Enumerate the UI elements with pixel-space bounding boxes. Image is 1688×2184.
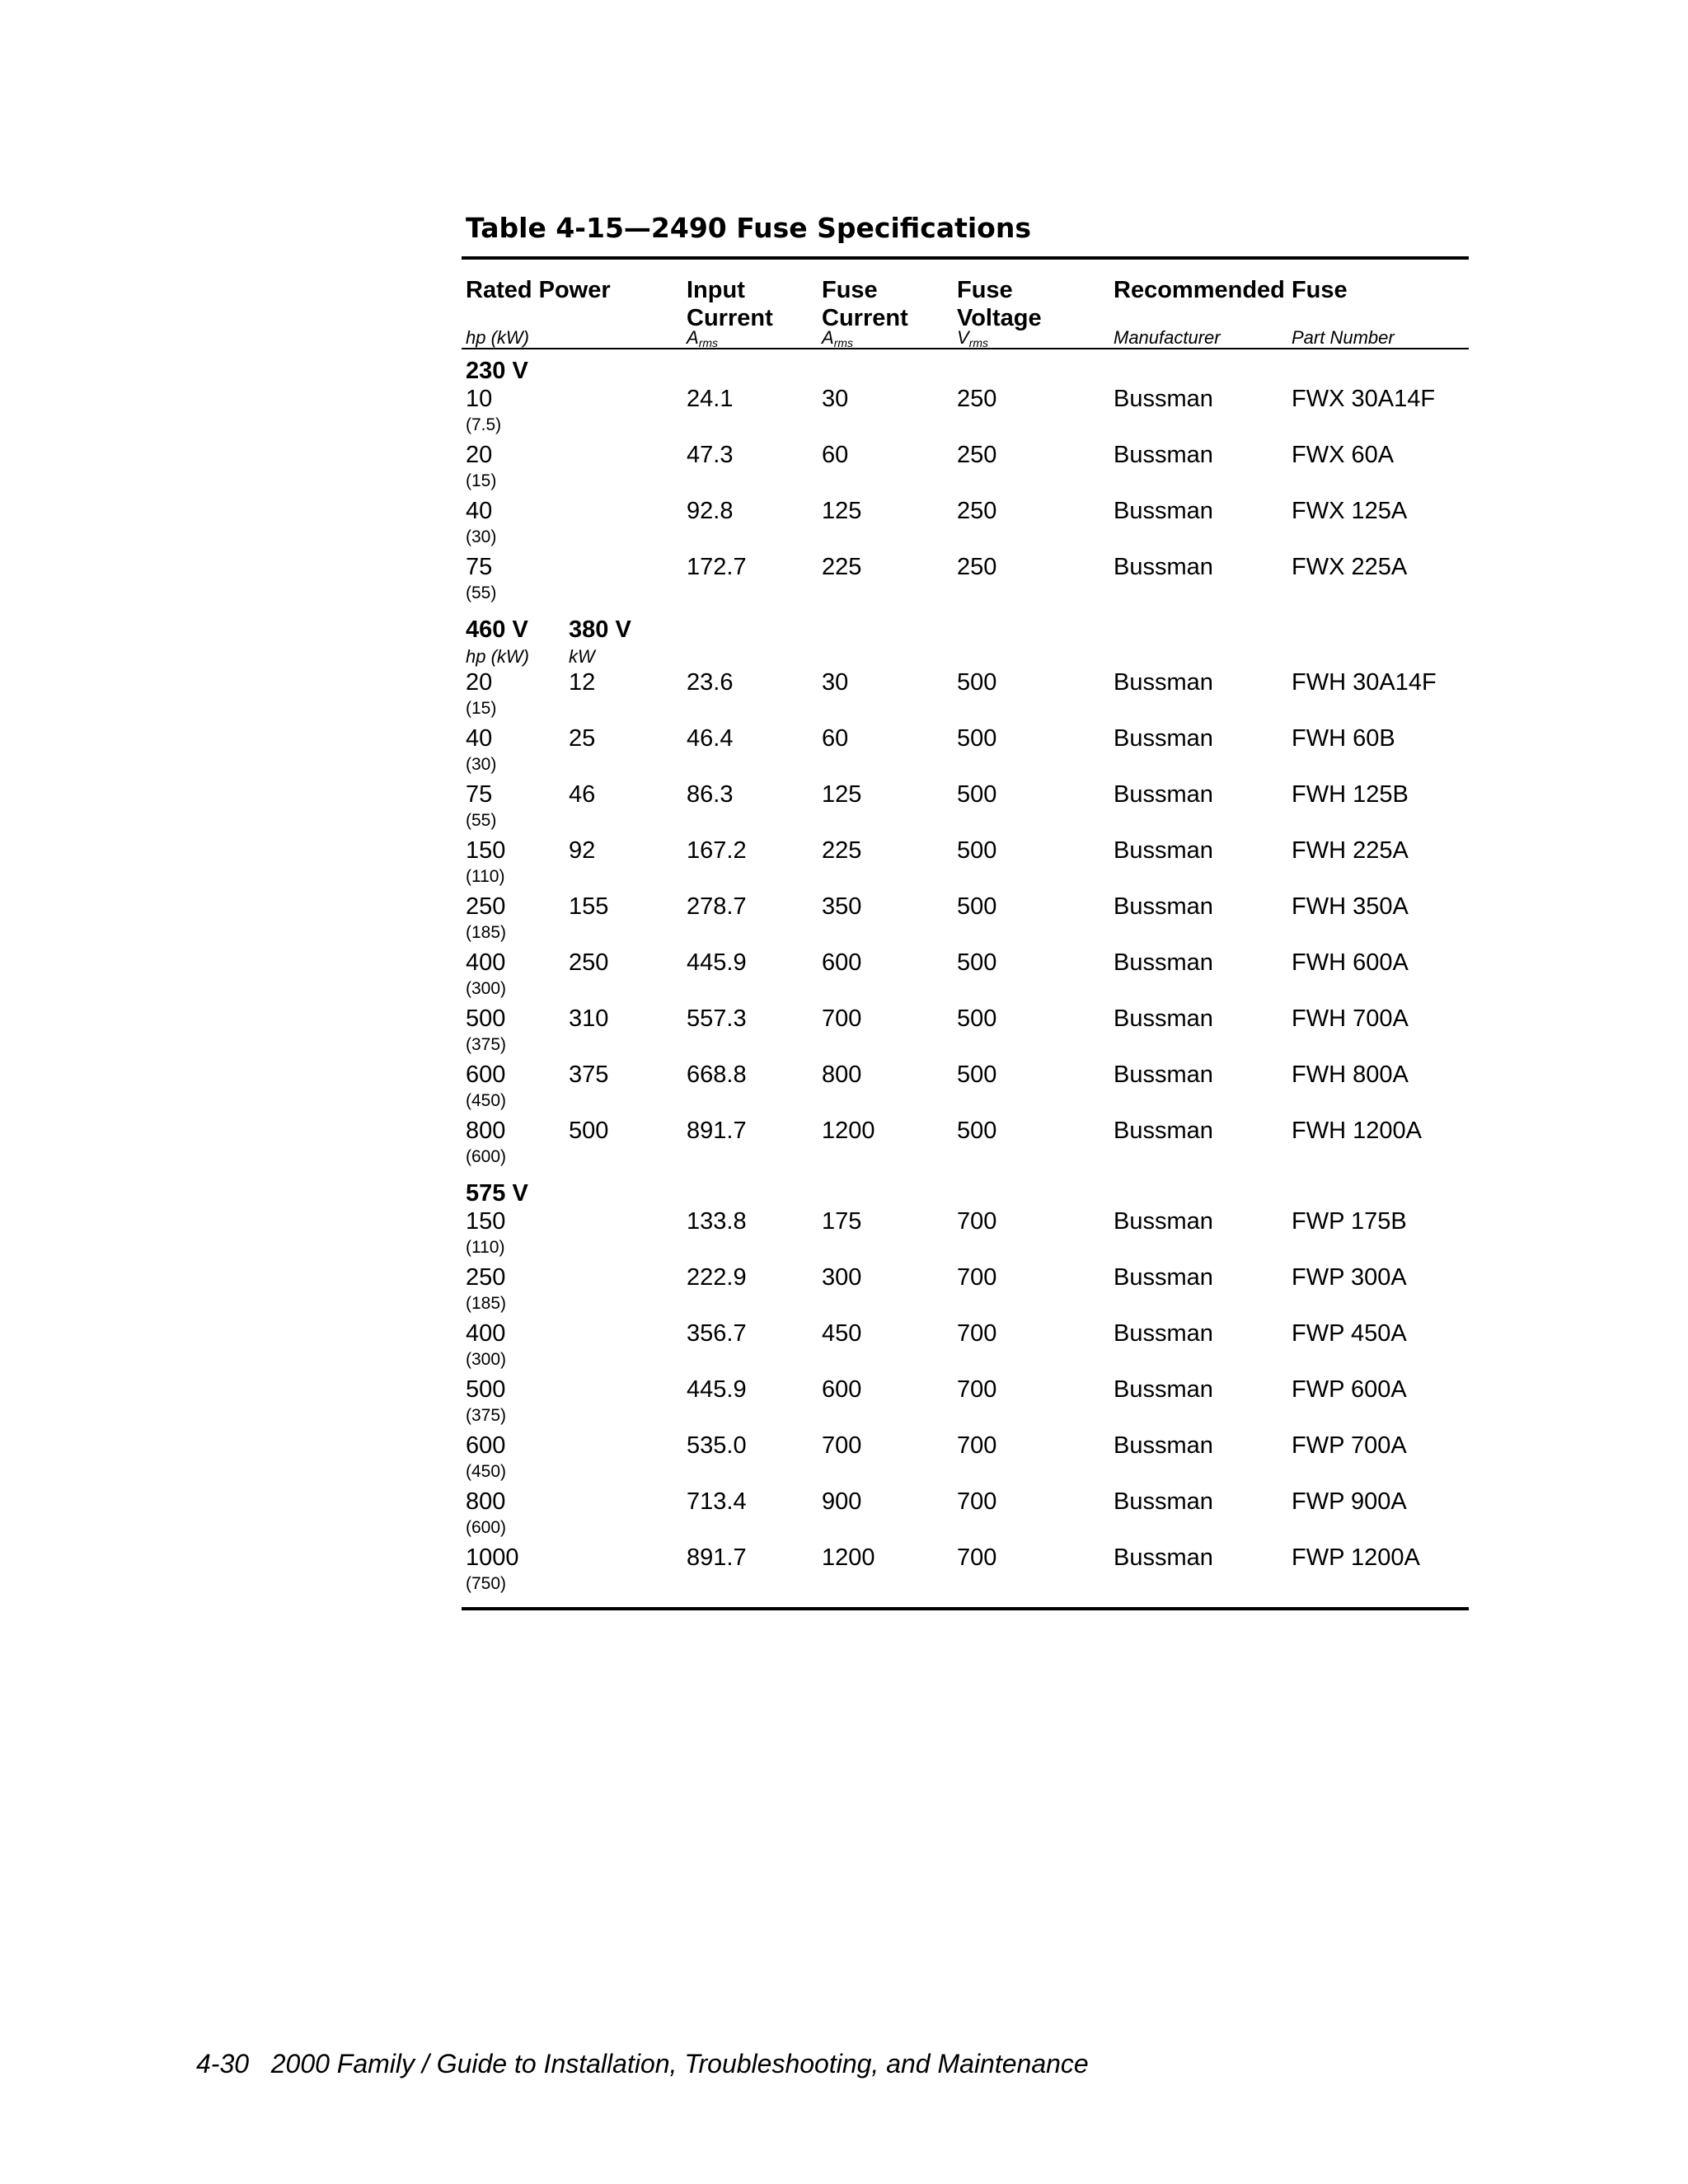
input-current: 47.3 (687, 442, 734, 468)
rated-hp: 400 (466, 1320, 506, 1347)
rated-kw: (375) (466, 1406, 507, 1425)
rated-kw: (7.5) (466, 415, 502, 434)
manufacturer: Bussman (1114, 1432, 1213, 1459)
input-current: 356.7 (687, 1320, 747, 1347)
fuse-current: 175 (822, 1208, 862, 1235)
table-row (462, 1263, 1469, 1319)
rated-hp: 400 (466, 949, 506, 976)
input-current: 891.7 (687, 1544, 747, 1571)
fuse-voltage: 700 (957, 1376, 997, 1403)
table-row (462, 1060, 1469, 1116)
table-row (462, 496, 1469, 552)
manufacturer: Bussman (1114, 442, 1213, 468)
part-number: FWX 125A (1292, 498, 1408, 524)
header-rated-power: Rated Power (466, 277, 611, 303)
rated-hp: 250 (466, 893, 506, 920)
part-number: FWP 700A (1292, 1432, 1407, 1459)
table-row (462, 836, 1469, 892)
fuse-current: 700 (822, 1432, 862, 1459)
input-current: 891.7 (687, 1118, 747, 1144)
rated-kw-380v: 375 (569, 1062, 609, 1088)
table-row (462, 1207, 1469, 1263)
unit-rms-subscript: rms (968, 336, 989, 349)
input-current: 713.4 (687, 1488, 747, 1515)
rated-hp: 150 (466, 837, 506, 864)
manufacturer: Bussman (1114, 1320, 1213, 1347)
table-row (462, 724, 1469, 780)
fuse-voltage: 700 (957, 1432, 997, 1459)
rated-kw-380v: 46 (569, 781, 596, 808)
input-current: 278.7 (687, 893, 747, 920)
header-fuse-voltage-text: Fuse Voltage (957, 277, 1042, 331)
rated-kw: (450) (466, 1462, 507, 1481)
manufacturer: Bussman (1114, 554, 1213, 580)
rated-kw-380v: 25 (569, 725, 596, 752)
rated-hp: 40 (466, 498, 493, 524)
rated-hp: 250 (466, 1264, 506, 1291)
header-fuse-voltage (957, 276, 1042, 332)
input-current: 222.9 (687, 1264, 747, 1291)
rated-kw: (30) (466, 527, 497, 546)
rated-kw-380v: 250 (569, 949, 609, 976)
footer-page-number: 4-30 (196, 2049, 250, 2079)
manufacturer: Bussman (1114, 893, 1213, 920)
fuse-voltage: 700 (957, 1488, 997, 1515)
fuse-current: 600 (822, 1376, 862, 1403)
fuse-current: 800 (822, 1062, 862, 1088)
fuse-current: 30 (822, 386, 849, 412)
unit-rms-subscript: rms (698, 336, 719, 349)
fuse-voltage: 250 (957, 554, 997, 580)
manufacturer: Bussman (1114, 837, 1213, 864)
table-header (462, 260, 1469, 348)
fuse-voltage: 700 (957, 1320, 997, 1347)
part-number: FWP 1200A (1292, 1544, 1420, 1571)
rated-kw: (300) (466, 1350, 507, 1369)
part-number: FWX 30A14F (1292, 386, 1436, 412)
rated-kw: (15) (466, 699, 497, 718)
rated-kw: (750) (466, 1574, 507, 1593)
unit-rms-subscript: rms (833, 336, 854, 349)
input-current: 92.8 (687, 498, 734, 524)
rated-kw: (185) (466, 1294, 507, 1313)
rated-hp: 20 (466, 669, 493, 696)
voltage-group-label-secondary: 380 V (569, 616, 631, 643)
rated-hp: 600 (466, 1432, 506, 1459)
fuse-voltage: 500 (957, 725, 997, 752)
fuse-voltage: 500 (957, 669, 997, 696)
rated-hp: 10 (466, 386, 493, 412)
fuse-current: 600 (822, 949, 862, 976)
input-current: 668.8 (687, 1062, 747, 1088)
fuse-voltage: 700 (957, 1264, 997, 1291)
input-current: 24.1 (687, 386, 734, 412)
rated-hp: 75 (466, 554, 493, 580)
table-row (462, 948, 1469, 1004)
part-number: FWP 450A (1292, 1320, 1407, 1347)
voltage-group-header (462, 1172, 1469, 1207)
rated-kw-380v: 155 (569, 893, 609, 920)
header-fuse-current-text: Fuse Current (822, 277, 908, 331)
fuse-voltage: 500 (957, 1118, 997, 1144)
part-number: FWH 60B (1292, 725, 1395, 752)
fuse-current: 125 (822, 498, 862, 524)
fuse-current: 1200 (822, 1118, 875, 1144)
voltage-group-label: 575 V (466, 1180, 528, 1207)
unit-fuse-voltage (957, 327, 988, 349)
unit-input-current (687, 327, 718, 349)
rated-hp: 150 (466, 1208, 506, 1235)
unit-rated-power: hp (kW) (466, 327, 529, 348)
voltage-group-header (462, 349, 1469, 384)
manufacturer: Bussman (1114, 1264, 1213, 1291)
fuse-current: 300 (822, 1264, 862, 1291)
rated-kw: (600) (466, 1518, 507, 1537)
manufacturer: Bussman (1114, 1544, 1213, 1571)
voltage-group-label: 230 V (466, 358, 528, 384)
rated-hp: 40 (466, 725, 493, 752)
voltage-group-header (462, 608, 1469, 668)
fuse-current: 350 (822, 893, 862, 920)
fuse-current: 60 (822, 442, 849, 468)
manufacturer: Bussman (1114, 1118, 1213, 1144)
table-row (462, 1116, 1469, 1172)
rated-kw: (600) (466, 1147, 507, 1166)
fuse-current: 60 (822, 725, 849, 752)
fuse-voltage: 500 (957, 1005, 997, 1032)
table-row (462, 780, 1469, 836)
fuse-current: 700 (822, 1005, 862, 1032)
fuse-voltage: 250 (957, 386, 997, 412)
part-number: FWP 175B (1292, 1208, 1407, 1235)
header-input-current (687, 276, 773, 332)
manufacturer: Bussman (1114, 1005, 1213, 1032)
rated-kw-380v: 500 (569, 1118, 609, 1144)
table-row (462, 668, 1469, 724)
table-row (462, 552, 1469, 608)
unit-manufacturer: Manufacturer (1114, 327, 1221, 348)
fuse-current: 900 (822, 1488, 862, 1515)
input-current: 46.4 (687, 725, 734, 752)
rated-kw: (55) (466, 811, 497, 830)
table-row (462, 892, 1469, 948)
rated-hp: 500 (466, 1376, 506, 1403)
rated-kw: (450) (466, 1091, 507, 1110)
input-current: 172.7 (687, 554, 747, 580)
fuse-current: 1200 (822, 1544, 875, 1571)
rated-hp: 600 (466, 1062, 506, 1088)
part-number: FWH 125B (1292, 781, 1409, 808)
header-recommended-fuse: Recommended Fuse (1114, 277, 1348, 303)
voltage-group-unit: hp (kW) (466, 646, 529, 667)
input-current: 86.3 (687, 781, 734, 808)
rated-kw: (110) (466, 867, 505, 886)
unit-fuse-current-symbol: A (822, 327, 834, 348)
rated-kw-380v: 12 (569, 669, 596, 696)
fuse-voltage: 500 (957, 781, 997, 808)
input-current: 23.6 (687, 669, 734, 696)
unit-input-current-symbol: A (687, 327, 699, 348)
table-body (462, 349, 1469, 1599)
rated-hp: 75 (466, 781, 493, 808)
part-number: FWP 900A (1292, 1488, 1407, 1515)
manufacturer: Bussman (1114, 669, 1213, 696)
page-footer (196, 2049, 1089, 2079)
fuse-voltage: 700 (957, 1208, 997, 1235)
part-number: FWH 350A (1292, 893, 1409, 920)
part-number: FWH 1200A (1292, 1118, 1422, 1144)
fuse-voltage: 500 (957, 1062, 997, 1088)
fuse-current: 30 (822, 669, 849, 696)
manufacturer: Bussman (1114, 1376, 1213, 1403)
table-row (462, 384, 1469, 440)
fuse-current: 125 (822, 781, 862, 808)
manufacturer: Bussman (1114, 1208, 1213, 1235)
table-row (462, 1543, 1469, 1599)
table-row (462, 440, 1469, 496)
unit-part-number: Part Number (1292, 327, 1395, 348)
footer-title: 2000 Family / Guide to Installation, Troubleshooting, and Maintenance (270, 2049, 1089, 2079)
table-row (462, 1004, 1469, 1060)
manufacturer: Bussman (1114, 781, 1213, 808)
manufacturer: Bussman (1114, 1062, 1213, 1088)
input-current: 557.3 (687, 1005, 747, 1032)
manufacturer: Bussman (1114, 386, 1213, 412)
input-current: 133.8 (687, 1208, 747, 1235)
table-title: Table 4-15—2490 Fuse Specifications (466, 212, 1031, 244)
rated-hp: 20 (466, 442, 493, 468)
header-fuse-current (822, 276, 908, 332)
rated-kw: (375) (466, 1035, 507, 1054)
table-bottom-rule (462, 1607, 1469, 1610)
input-current: 167.2 (687, 837, 747, 864)
rated-kw: (300) (466, 979, 507, 998)
rated-kw: (15) (466, 471, 497, 490)
rated-kw: (30) (466, 755, 497, 774)
input-current: 445.9 (687, 949, 747, 976)
fuse-voltage: 250 (957, 498, 997, 524)
part-number: FWH 225A (1292, 837, 1409, 864)
fuse-current: 225 (822, 554, 862, 580)
manufacturer: Bussman (1114, 498, 1213, 524)
fuse-voltage: 500 (957, 893, 997, 920)
input-current: 445.9 (687, 1376, 747, 1403)
part-number: FWH 800A (1292, 1062, 1409, 1088)
manufacturer: Bussman (1114, 949, 1213, 976)
rated-hp: 500 (466, 1005, 506, 1032)
rated-kw-380v: 310 (569, 1005, 609, 1032)
rated-hp: 1000 (466, 1544, 519, 1571)
part-number: FWH 700A (1292, 1005, 1409, 1032)
part-number: FWP 300A (1292, 1264, 1407, 1291)
rated-hp: 800 (466, 1488, 506, 1515)
table-row (462, 1319, 1469, 1375)
fuse-voltage: 500 (957, 837, 997, 864)
table-row (462, 1431, 1469, 1487)
manufacturer: Bussman (1114, 1488, 1213, 1515)
table-row (462, 1375, 1469, 1431)
fuse-voltage: 250 (957, 442, 997, 468)
fuse-voltage: 700 (957, 1544, 997, 1571)
rated-hp: 800 (466, 1118, 506, 1144)
voltage-group-unit-secondary: kW (569, 646, 595, 667)
fuse-current: 450 (822, 1320, 862, 1347)
fuse-spec-table (462, 212, 1469, 1610)
rated-kw: (110) (466, 1238, 505, 1257)
rated-kw-380v: 92 (569, 837, 596, 864)
unit-fuse-current (822, 327, 853, 349)
part-number: FWP 600A (1292, 1376, 1407, 1403)
part-number: FWH 600A (1292, 949, 1409, 976)
part-number: FWX 60A (1292, 442, 1395, 468)
rated-kw: (55) (466, 583, 497, 602)
part-number: FWX 225A (1292, 554, 1408, 580)
unit-fuse-voltage-symbol: V (957, 327, 969, 348)
manufacturer: Bussman (1114, 725, 1213, 752)
part-number: FWH 30A14F (1292, 669, 1437, 696)
input-current: 535.0 (687, 1432, 747, 1459)
rated-kw: (185) (466, 923, 507, 942)
header-input-current-text: Input Current (687, 277, 773, 331)
voltage-group-label: 460 V (466, 616, 528, 643)
fuse-voltage: 500 (957, 949, 997, 976)
fuse-current: 225 (822, 837, 862, 864)
table-row (462, 1487, 1469, 1543)
